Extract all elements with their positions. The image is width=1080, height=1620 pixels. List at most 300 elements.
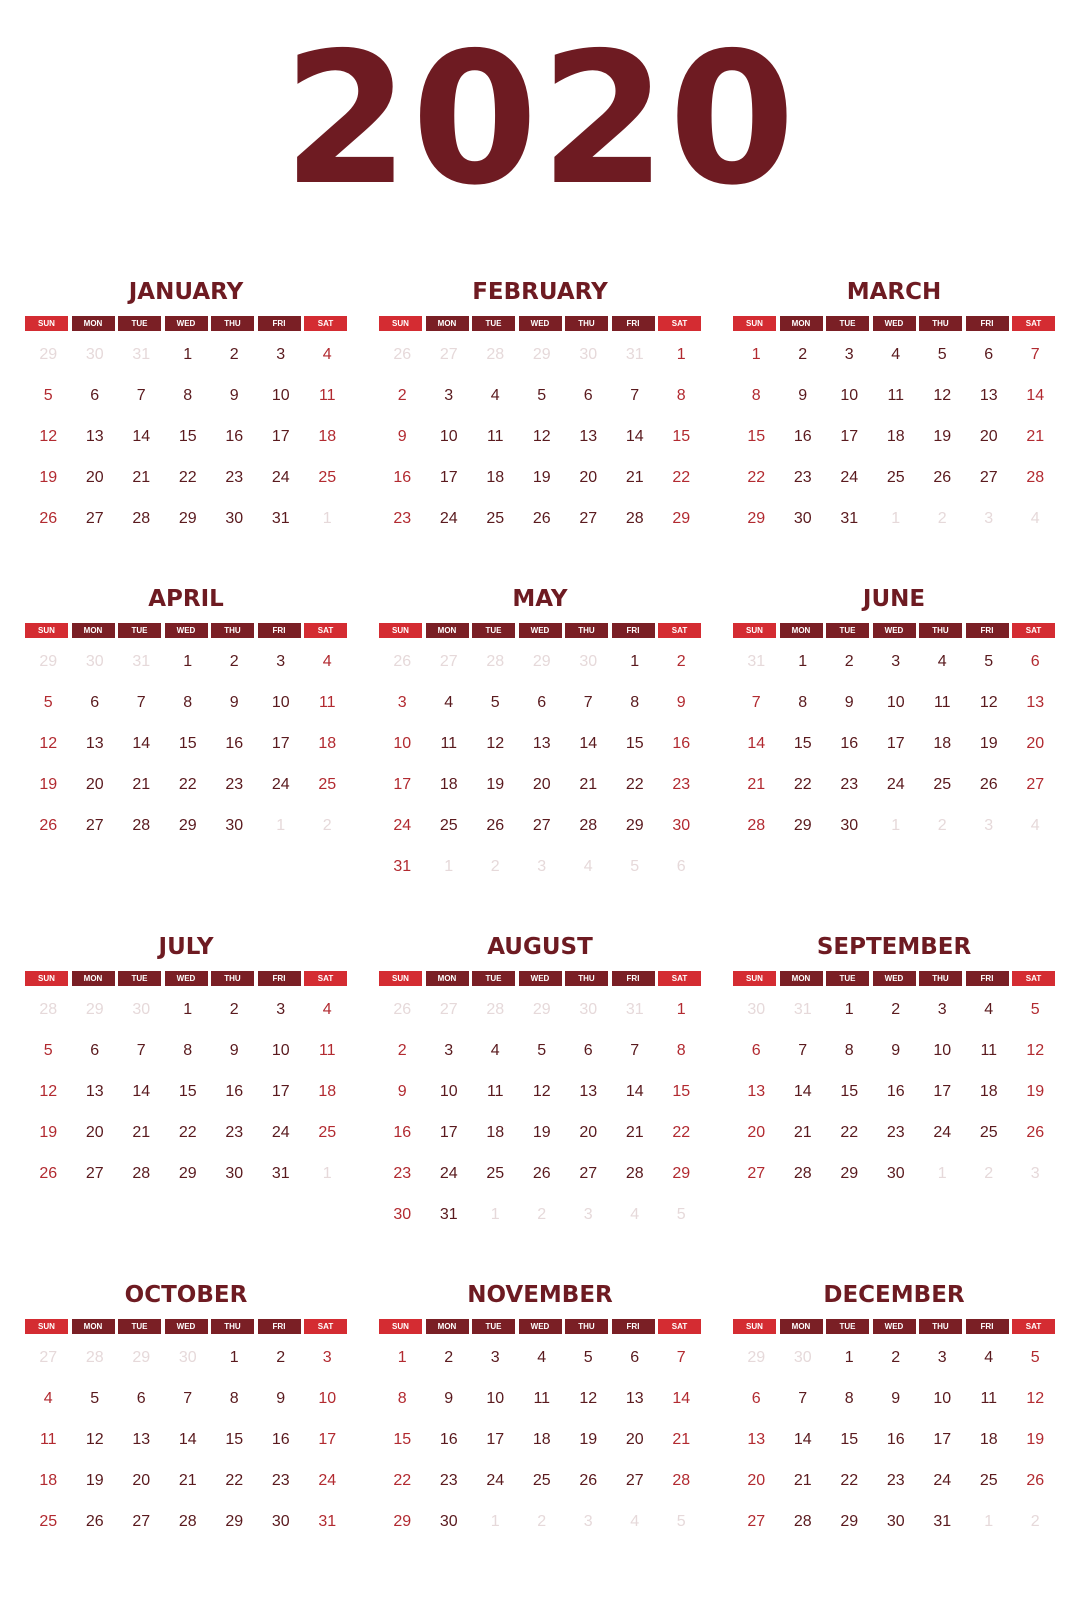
adjacent-month-day: 29 (39, 346, 58, 363)
day-cell: 17 (933, 1431, 952, 1448)
day-grid (733, 343, 1055, 548)
day-cell: 25 (933, 776, 952, 793)
day-cell: 9 (676, 694, 686, 711)
week-row (379, 1387, 701, 1428)
adjacent-month-day: 3 (583, 1513, 593, 1530)
week-row (379, 1162, 701, 1203)
day-cell: 3 (937, 1001, 947, 1018)
day-cell: 9 (397, 428, 407, 445)
weekday-label: FRI (966, 623, 1009, 638)
day-cell: 26 (39, 1165, 58, 1182)
weekday-label: FRI (612, 623, 655, 638)
week-row (733, 1346, 1055, 1387)
day-cell: 9 (891, 1390, 901, 1407)
day-cell: 17 (271, 428, 290, 445)
adjacent-month-day: 1 (490, 1513, 500, 1530)
day-cell: 11 (980, 1042, 998, 1059)
weekday-label: WED (873, 1319, 916, 1334)
week-row (379, 732, 701, 773)
weekday-label: TUE (472, 623, 515, 638)
week-row (733, 1039, 1055, 1080)
week-row (25, 507, 347, 548)
day-cell: 29 (672, 510, 691, 527)
day-cell: 11 (39, 1431, 57, 1448)
day-cell: 27 (579, 1165, 598, 1182)
day-cell: 24 (318, 1472, 337, 1489)
day-cell: 15 (840, 1083, 859, 1100)
day-cell: 31 (271, 1165, 290, 1182)
week-row (379, 1080, 701, 1121)
day-cell: 8 (844, 1390, 854, 1407)
weekday-label: MON (72, 971, 115, 986)
week-row (379, 343, 701, 384)
adjacent-month-day: 29 (85, 1001, 104, 1018)
day-cell: 5 (1030, 1349, 1040, 1366)
adjacent-month-day: 27 (39, 1349, 58, 1366)
month-title: MAY (512, 586, 568, 612)
adjacent-month-day: 5 (630, 858, 640, 875)
weekday-header (25, 316, 347, 331)
day-cell: 22 (747, 469, 766, 486)
day-cell: 10 (439, 428, 458, 445)
day-cell: 2 (397, 387, 407, 404)
day-cell: 12 (1026, 1390, 1045, 1407)
adjacent-month-day: 31 (625, 1001, 644, 1018)
weekday-header (733, 971, 1055, 986)
adjacent-month-day: 1 (891, 817, 901, 834)
week-row (733, 1121, 1055, 1162)
day-cell: 19 (486, 776, 505, 793)
adjacent-month-day: 27 (439, 1001, 458, 1018)
month-july (25, 933, 347, 1203)
day-cell: 14 (625, 1083, 644, 1100)
adjacent-month-day: 1 (322, 510, 332, 527)
week-row (25, 814, 347, 855)
weekday-label: SUN (733, 971, 776, 986)
day-cell: 18 (39, 1472, 58, 1489)
day-cell: 13 (747, 1083, 766, 1100)
day-cell: 16 (271, 1431, 290, 1448)
day-cell: 12 (1026, 1042, 1045, 1059)
week-row (25, 425, 347, 466)
adjacent-month-day: 2 (984, 1165, 994, 1182)
day-cell: 8 (798, 694, 808, 711)
weekday-label: WED (873, 971, 916, 986)
adjacent-month-day: 26 (393, 653, 412, 670)
weekday-label: SUN (379, 971, 422, 986)
weekday-label: SAT (658, 623, 701, 638)
day-cell: 13 (747, 1431, 766, 1448)
adjacent-month-day: 31 (747, 653, 766, 670)
week-row (733, 732, 1055, 773)
day-cell: 17 (439, 469, 458, 486)
adjacent-month-day: 2 (937, 817, 947, 834)
day-cell: 19 (39, 1124, 58, 1141)
week-row (733, 507, 1055, 548)
day-cell: 30 (439, 1513, 458, 1530)
month-title: DECEMBER (823, 1282, 965, 1308)
day-cell: 10 (486, 1390, 505, 1407)
day-cell: 30 (672, 817, 691, 834)
adjacent-month-day: 29 (747, 1349, 766, 1366)
day-cell: 7 (1030, 346, 1040, 363)
adjacent-month-day: 30 (579, 346, 598, 363)
day-cell: 13 (579, 1083, 598, 1100)
weekday-label: THU (919, 971, 962, 986)
day-cell: 7 (183, 1390, 193, 1407)
day-cell: 10 (439, 1083, 458, 1100)
day-cell: 28 (132, 1165, 151, 1182)
day-cell: 19 (532, 469, 551, 486)
adjacent-month-day: 3 (583, 1206, 593, 1223)
day-cell: 24 (840, 469, 859, 486)
day-cell: 23 (886, 1472, 905, 1489)
day-cell: 26 (979, 776, 998, 793)
weekday-label: TUE (118, 623, 161, 638)
weekday-label: FRI (966, 1319, 1009, 1334)
weekday-label: TUE (472, 316, 515, 331)
day-cell: 11 (440, 735, 458, 752)
day-cell: 20 (1026, 735, 1045, 752)
weekday-label: SAT (658, 1319, 701, 1334)
day-cell: 11 (887, 387, 905, 404)
day-cell: 27 (132, 1513, 151, 1530)
day-cell: 12 (979, 694, 998, 711)
day-cell: 14 (132, 1083, 151, 1100)
month-march (733, 278, 1055, 548)
day-cell: 11 (318, 1042, 336, 1059)
weekday-label: MON (780, 1319, 823, 1334)
month-title: JULY (158, 934, 214, 960)
day-cell: 4 (984, 1001, 994, 1018)
day-cell: 13 (625, 1390, 644, 1407)
day-cell: 20 (85, 1124, 104, 1141)
month-september (733, 933, 1055, 1203)
day-cell: 4 (490, 1042, 500, 1059)
month-title: NOVEMBER (467, 1282, 613, 1308)
week-row (25, 343, 347, 384)
day-cell: 15 (625, 735, 644, 752)
weekday-label: SUN (379, 316, 422, 331)
adjacent-month-day: 2 (322, 817, 332, 834)
day-cell: 1 (844, 1001, 854, 1018)
weekday-label: SUN (379, 623, 422, 638)
day-cell: 25 (979, 1472, 998, 1489)
day-cell: 5 (43, 387, 53, 404)
day-cell: 18 (532, 1431, 551, 1448)
day-cell: 31 (840, 510, 859, 527)
day-cell: 17 (439, 1124, 458, 1141)
day-cell: 27 (979, 469, 998, 486)
weekday-label: MON (780, 623, 823, 638)
day-grid (379, 1346, 701, 1551)
day-cell: 13 (85, 1083, 104, 1100)
day-cell: 3 (844, 346, 854, 363)
day-cell: 22 (672, 1124, 691, 1141)
day-cell: 9 (276, 1390, 286, 1407)
week-row (25, 384, 347, 425)
day-cell: 10 (393, 735, 412, 752)
day-cell: 20 (747, 1124, 766, 1141)
weekday-label: SUN (25, 623, 68, 638)
weekday-header (25, 971, 347, 986)
day-cell: 16 (225, 428, 244, 445)
day-cell: 19 (39, 776, 58, 793)
month-january (25, 278, 347, 548)
day-cell: 21 (132, 469, 151, 486)
day-cell: 29 (793, 817, 812, 834)
day-cell: 21 (1026, 428, 1045, 445)
day-cell: 7 (798, 1042, 808, 1059)
day-cell: 17 (933, 1083, 952, 1100)
weekday-header (379, 623, 701, 638)
weekday-label: MON (780, 971, 823, 986)
weekday-label: TUE (826, 1319, 869, 1334)
day-cell: 4 (891, 346, 901, 363)
adjacent-month-day: 1 (444, 858, 454, 875)
adjacent-month-day: 31 (132, 653, 151, 670)
day-cell: 29 (178, 510, 197, 527)
adjacent-month-day: 30 (132, 1001, 151, 1018)
adjacent-month-day: 30 (85, 653, 104, 670)
day-cell: 1 (630, 653, 640, 670)
day-cell: 31 (933, 1513, 952, 1530)
day-cell: 13 (1026, 694, 1045, 711)
day-cell: 19 (933, 428, 952, 445)
adjacent-month-day: 3 (984, 817, 994, 834)
day-grid (733, 1346, 1055, 1551)
day-cell: 15 (793, 735, 812, 752)
day-grid (379, 998, 701, 1244)
adjacent-month-day: 29 (132, 1349, 151, 1366)
month-august (379, 933, 701, 1244)
weekday-label: WED (165, 623, 208, 638)
day-cell: 5 (984, 653, 994, 670)
day-cell: 30 (886, 1165, 905, 1182)
day-cell: 18 (886, 428, 905, 445)
weekday-label: FRI (612, 316, 655, 331)
day-cell: 15 (178, 428, 197, 445)
adjacent-month-day: 26 (393, 1001, 412, 1018)
day-cell: 5 (537, 1042, 547, 1059)
day-cell: 26 (579, 1472, 598, 1489)
adjacent-month-day: 4 (630, 1206, 640, 1223)
day-cell: 11 (533, 1390, 551, 1407)
day-cell: 27 (625, 1472, 644, 1489)
adjacent-month-day: 3 (984, 510, 994, 527)
day-cell: 16 (672, 735, 691, 752)
month-november (379, 1281, 701, 1551)
day-cell: 20 (532, 776, 551, 793)
day-cell: 10 (933, 1390, 952, 1407)
day-cell: 9 (891, 1042, 901, 1059)
day-cell: 6 (537, 694, 547, 711)
day-cell: 28 (793, 1165, 812, 1182)
day-cell: 1 (676, 346, 686, 363)
day-cell: 18 (933, 735, 952, 752)
weekday-label: SAT (304, 623, 347, 638)
adjacent-month-day: 28 (39, 1001, 58, 1018)
day-cell: 29 (393, 1513, 412, 1530)
month-title: JANUARY (128, 279, 244, 305)
day-cell: 1 (798, 653, 808, 670)
day-cell: 25 (318, 1124, 337, 1141)
day-cell: 21 (625, 1124, 644, 1141)
weekday-label: SAT (1012, 971, 1055, 986)
day-cell: 7 (136, 1042, 146, 1059)
day-grid (25, 650, 347, 855)
day-cell: 17 (840, 428, 859, 445)
day-cell: 28 (132, 510, 151, 527)
day-cell: 26 (39, 817, 58, 834)
weekday-label: THU (919, 623, 962, 638)
day-cell: 20 (747, 1472, 766, 1489)
weekday-label: THU (919, 1319, 962, 1334)
day-cell: 2 (891, 1001, 901, 1018)
day-cell: 8 (676, 1042, 686, 1059)
day-cell: 10 (271, 694, 290, 711)
day-cell: 8 (397, 1390, 407, 1407)
day-cell: 3 (490, 1349, 500, 1366)
day-cell: 22 (393, 1472, 412, 1489)
day-grid (25, 343, 347, 548)
day-cell: 15 (672, 1083, 691, 1100)
day-cell: 14 (672, 1390, 691, 1407)
weekday-label: FRI (966, 971, 1009, 986)
day-cell: 29 (178, 1165, 197, 1182)
day-cell: 14 (579, 735, 598, 752)
adjacent-month-day: 1 (276, 817, 286, 834)
weekday-label: SAT (1012, 316, 1055, 331)
day-cell: 11 (318, 694, 336, 711)
day-grid (25, 1346, 347, 1551)
day-cell: 25 (318, 469, 337, 486)
day-cell: 2 (229, 1001, 239, 1018)
day-cell: 28 (178, 1513, 197, 1530)
day-cell: 2 (276, 1349, 286, 1366)
day-cell: 8 (229, 1390, 239, 1407)
week-row (379, 1428, 701, 1469)
day-cell: 24 (486, 1472, 505, 1489)
weekday-header (25, 1319, 347, 1334)
day-cell: 25 (486, 1165, 505, 1182)
adjacent-month-day: 4 (1030, 817, 1040, 834)
adjacent-month-day: 26 (393, 346, 412, 363)
day-cell: 15 (225, 1431, 244, 1448)
adjacent-month-day: 29 (532, 1001, 551, 1018)
month-april (25, 585, 347, 855)
day-cell: 30 (225, 1165, 244, 1182)
day-cell: 24 (439, 1165, 458, 1182)
day-cell: 30 (886, 1513, 905, 1530)
day-cell: 4 (43, 1390, 53, 1407)
adjacent-month-day: 30 (579, 1001, 598, 1018)
day-cell: 10 (840, 387, 859, 404)
day-cell: 14 (132, 428, 151, 445)
weekday-label: THU (565, 971, 608, 986)
day-cell: 12 (532, 1083, 551, 1100)
adjacent-month-day: 4 (630, 1513, 640, 1530)
day-cell: 28 (625, 510, 644, 527)
day-cell: 12 (39, 428, 58, 445)
week-row (379, 1510, 701, 1551)
day-cell: 3 (937, 1349, 947, 1366)
week-row (25, 732, 347, 773)
day-cell: 3 (891, 653, 901, 670)
month-title: MARCH (846, 279, 942, 305)
day-cell: 8 (183, 387, 193, 404)
day-cell: 1 (183, 653, 193, 670)
week-row (25, 650, 347, 691)
weekday-label: THU (565, 1319, 608, 1334)
day-cell: 22 (225, 1472, 244, 1489)
day-cell: 13 (85, 428, 104, 445)
day-cell: 26 (486, 817, 505, 834)
day-cell: 15 (840, 1431, 859, 1448)
day-cell: 13 (979, 387, 998, 404)
week-row (25, 1121, 347, 1162)
week-row (733, 691, 1055, 732)
weekday-label: MON (72, 1319, 115, 1334)
day-cell: 16 (840, 735, 859, 752)
weekday-header (733, 316, 1055, 331)
month-june (733, 585, 1055, 855)
day-cell: 11 (933, 694, 951, 711)
day-cell: 30 (840, 817, 859, 834)
day-cell: 5 (90, 1390, 100, 1407)
day-cell: 27 (532, 817, 551, 834)
day-cell: 28 (1026, 469, 1045, 486)
weekday-label: TUE (472, 1319, 515, 1334)
adjacent-month-day: 29 (39, 653, 58, 670)
week-row (379, 855, 701, 896)
weekday-label: MON (426, 1319, 469, 1334)
day-cell: 23 (672, 776, 691, 793)
week-row (733, 650, 1055, 691)
day-cell: 30 (271, 1513, 290, 1530)
day-cell: 29 (747, 510, 766, 527)
week-row (25, 1510, 347, 1551)
month-may (379, 585, 701, 896)
day-cell: 9 (798, 387, 808, 404)
day-cell: 9 (229, 387, 239, 404)
day-cell: 13 (532, 735, 551, 752)
day-cell: 3 (276, 653, 286, 670)
week-row (379, 691, 701, 732)
day-cell: 7 (676, 1349, 686, 1366)
day-cell: 6 (583, 387, 593, 404)
day-cell: 22 (178, 776, 197, 793)
day-cell: 18 (318, 1083, 337, 1100)
day-cell: 29 (178, 817, 197, 834)
day-cell: 27 (579, 510, 598, 527)
adjacent-month-day: 28 (85, 1349, 104, 1366)
day-cell: 23 (886, 1124, 905, 1141)
day-cell: 6 (1030, 653, 1040, 670)
day-cell: 1 (397, 1349, 407, 1366)
day-cell: 23 (439, 1472, 458, 1489)
week-row (379, 1346, 701, 1387)
day-cell: 7 (136, 387, 146, 404)
day-cell: 18 (318, 735, 337, 752)
day-cell: 12 (85, 1431, 104, 1448)
day-cell: 27 (85, 510, 104, 527)
weekday-label: FRI (258, 1319, 301, 1334)
week-row (379, 998, 701, 1039)
weekday-label: MON (780, 316, 823, 331)
day-cell: 17 (271, 735, 290, 752)
weekday-label: SUN (379, 1319, 422, 1334)
